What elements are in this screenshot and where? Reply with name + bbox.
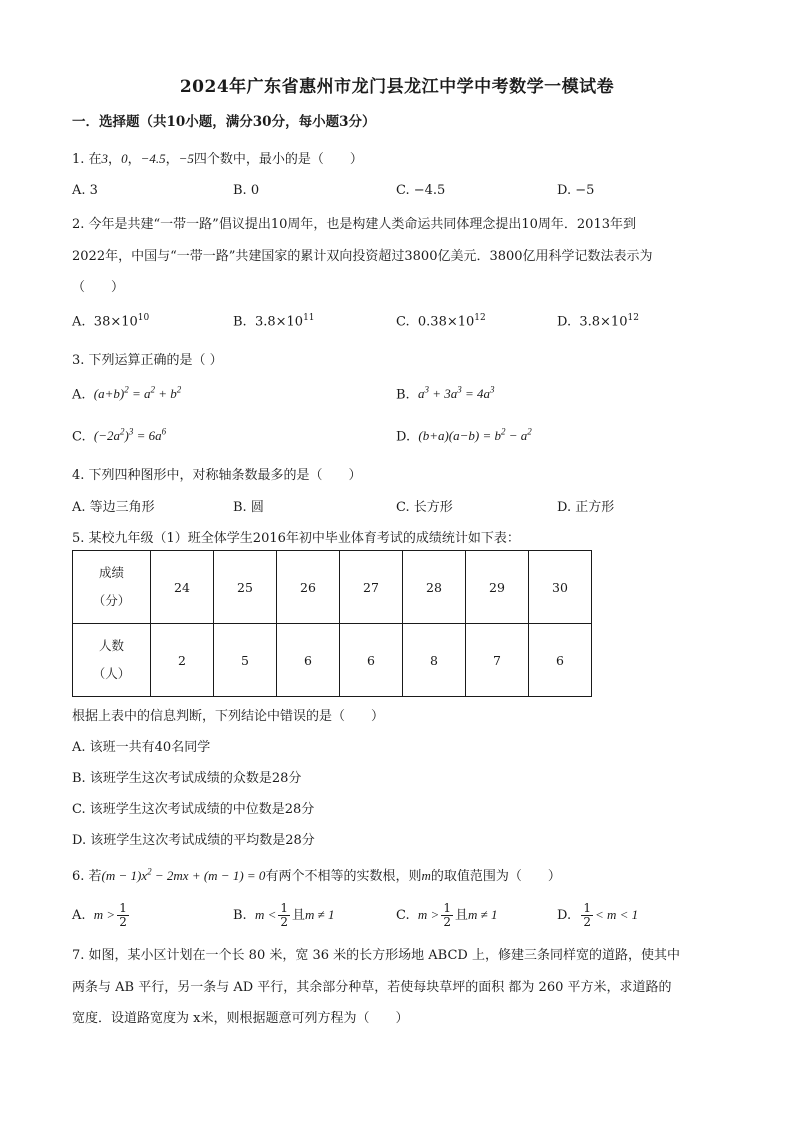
q5-option-c[interactable]: C. 该班学生这次考试成绩的中位数是28分 [72,802,315,817]
question-7-line-3: 宽度．设道路宽度为 x米，则根据题意可列方程为（ ） [72,1011,409,1026]
score-row [73,551,592,624]
count-cell: 6 [277,624,340,697]
q3-option-a[interactable]: A. $(a+b)^2 = a^2 + b^2$ [72,385,182,403]
count-cell: 6 [340,624,403,697]
q6-option-d[interactable]: D. $\frac{1}{2}$ < m < 1 [557,901,639,929]
q2-option-d[interactable]: D. $3.8\times 10^{12}$ [557,313,639,330]
question-5-stem: 5. 某校九年级（1）班全体学生2016年初中毕业体育考试的成绩统计如下表： [72,531,520,546]
q2-option-b[interactable]: B. $3.8\times 10^{11}$ [233,313,315,330]
q4-option-b[interactable]: B. 圆 [233,500,264,515]
score-cell: 28 [403,551,466,624]
score-header: 成绩 （分） [73,551,151,624]
q5-option-b[interactable]: B. 该班学生这次考试成绩的众数是28分 [72,771,302,786]
q2-option-c[interactable]: C. $0.38\times 10^{12}$ [396,313,486,330]
q3-option-b[interactable]: B. $a^3 + 3a^3 = 4a^3$ [396,385,495,403]
number-0: 0 [121,151,128,166]
q6-option-a[interactable]: A. m > $\frac{1}{2}$ [72,901,127,929]
score-cell: 29 [466,551,529,624]
score-cell: 25 [214,551,277,624]
number-3: 3 [101,151,109,166]
q3-option-d[interactable]: D. $(b+a)(a-b) = b^2 - a^2$ [396,427,532,445]
count-cell: 7 [466,624,529,697]
question-5-follow: 根据上表中的信息判断，下列结论中错误的是（ ） [72,709,385,724]
q4-option-a[interactable]: A. 等边三角形 [72,500,155,515]
question-2-line-2: 2022年，中国与“一带一路”共建国家的累计双向投资超过3800亿美元．3800亿用科学记数法表示为 [72,249,653,264]
count-cell: 6 [529,624,592,697]
q1-option-a[interactable]: A. 3 [72,183,98,198]
question-7-line-2: 两条与 AB 平行，另一条与 AD 平行，其余部分种草，若使每块草坪的面积 都为 260 平方米，求道路的 [72,980,672,995]
question-3-stem: 3. 下列运算正确的是（ ） [72,353,223,368]
q1-option-d[interactable]: D. −5 [557,183,595,198]
question-4-stem: 4. 下列四种图形中，对称轴条数最多的是（ ） [72,468,362,483]
question-2-line-3: （ ） [72,280,125,295]
q4-option-c[interactable]: C. 长方形 [396,500,453,515]
count-cell: 8 [403,624,466,697]
number-neg-5: −5 [178,151,194,166]
q6-option-b[interactable]: B. m < $\frac{1}{2}$ 且m ≠ 1 [233,901,335,929]
question-6-stem: 6. 若$(m - 1)x^2 - 2mx + (m - 1) = 0$有两个不相等的实数根，则m的取值范围为（ ） [72,866,561,884]
q3-option-c[interactable]: C. $(-2a^2)^3 = 6a^6$ [72,427,167,445]
count-cell: 2 [151,624,214,697]
question-2-line-1: 2. 今年是共建“一带一路”倡议提出10周年，也是构建人类命运共同体理念提出10周年．2013年到 [72,217,636,232]
section-heading: 一．选择题（共10小题，满分30分，每小题3分） [72,114,376,130]
q5-option-d[interactable]: D. 该班学生这次考试成绩的平均数是28分 [72,833,315,848]
question-1-stem: 1. 在3，0，−4.5，−5四个数中，最小的是（ ） [72,151,363,167]
score-cell: 24 [151,551,214,624]
score-table [72,550,592,697]
number-neg-4-5: −4.5 [140,151,166,166]
q2-option-a[interactable]: A. $38\times 10^{10}$ [72,313,150,330]
q1-option-c[interactable]: C. −4.5 [396,183,446,198]
count-header: 人数 （人） [73,624,151,697]
count-cell: 5 [214,624,277,697]
q4-option-d[interactable]: D. 正方形 [557,500,615,515]
q1-option-b[interactable]: B. 0 [233,183,260,198]
score-cell: 27 [340,551,403,624]
score-cell: 26 [277,551,340,624]
question-7-line-1: 7. 如图，某小区计划在一个长 80 米，宽 36 米的长方形场地 ABCD 上，修建三条同样宽的道路，使其中 [72,948,680,963]
q5-option-a[interactable]: A. 该班一共有40名同学 [72,740,211,755]
score-cell: 30 [529,551,592,624]
count-row [73,624,592,697]
q6-option-c[interactable]: C. m > $\frac{1}{2}$ 且m ≠ 1 [396,901,498,929]
page-title: 2024年广东省惠州市龙门县龙江中学中考数学一模试卷 [179,77,615,97]
